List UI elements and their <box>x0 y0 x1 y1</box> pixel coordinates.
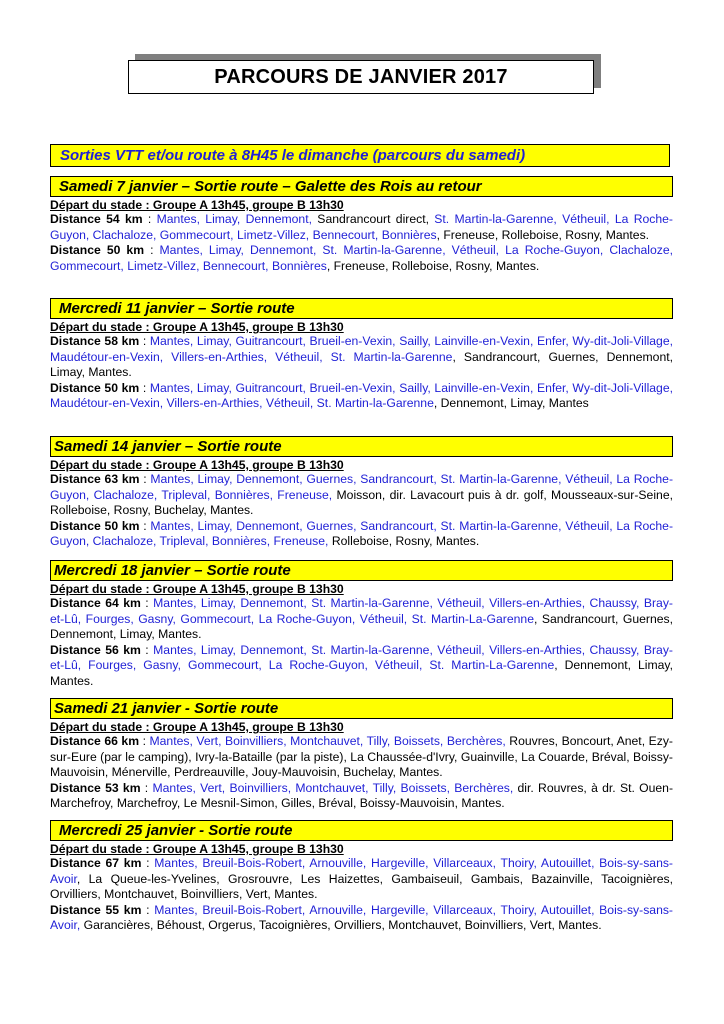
route-rest: , Sandrancourt, Guernes, Dennemont, Limay, Mantes. <box>50 611 673 642</box>
route-rest: , Sandrancourt, Guernes, Dennemont, Limay, Mantes. <box>50 349 673 380</box>
section-heading: Mercredi 25 janvier - Sortie route <box>50 820 673 841</box>
distance-paragraph <box>50 381 673 412</box>
page-title: PARCOURS DE JANVIER 2017 <box>128 60 594 94</box>
distance-paragraph <box>50 903 673 934</box>
distance-label: Distance 58 km <box>50 334 140 348</box>
distance-paragraph <box>50 643 673 690</box>
section-wed-18 <box>50 560 673 690</box>
distance-sep: : <box>139 380 150 395</box>
section-heading: Samedi 21 janvier - Sortie route <box>50 698 673 719</box>
distance-paragraph <box>50 334 673 381</box>
route-blue: Mantes, Limay, Dennemont, <box>156 212 312 226</box>
route-blue: Mantes, Vert, Boinvilliers, Montchauvet, Tilly, Boissets, Berchères, <box>149 734 506 748</box>
distance-label: Distance 53 km <box>50 780 141 795</box>
depart-line: Départ du stade : Groupe A 13h45, groupe B 13h30 <box>50 842 344 856</box>
distance-label: Distance 63 km <box>50 472 140 486</box>
route-mid: , La Queue-les-Yvelines, Grosrouvre, Les Haizettes, Gambaiseuil, Gambais, Bazainville, Tacoignières, Orvilliers, Montchauvet, Boinvilliers, Vert, Mantes. <box>50 871 673 902</box>
distance-sep: : <box>142 212 157 226</box>
distance-paragraph <box>50 472 673 519</box>
route-rest: , Freneuse, Rolleboise, Rosny, Mantes. <box>436 227 650 242</box>
distance-paragraph <box>50 781 673 812</box>
section-wed-25 <box>50 820 673 934</box>
route-blue: Mantes, Limay, Dennemont, Guernes, Sandrancourt, St. Martin-la-Garenne, Vétheuil, La Roche-Guyon, Clachaloze, Tripleval, Bonnières, Freneuse, <box>50 518 673 549</box>
distance-label: Distance 56 km <box>50 642 141 657</box>
distance-sep: : <box>139 734 150 748</box>
distance-sep: : <box>140 596 154 610</box>
distance-label: Distance 55 km <box>50 902 142 917</box>
route-blue: Mantes, Limay, Dennemont, St. Martin-la-Garenne, Vétheuil, Villers-en-Arthies, Chaussy, Bray-et-Lû, Fourges, Gasny, Gommecourt, La Roche-Guyon, Vétheuil, St. Martin-La-Garenne <box>50 642 673 673</box>
distance-label: Distance 50 km <box>50 518 140 533</box>
section-sat-14 <box>50 436 673 550</box>
route-blue: Mantes, Limay, Dennemont, St. Martin-la-Garenne, Vétheuil, Villers-en-Arthies, Chaussy, Bray-et-Lû, Fourges, Gasny, Gommecourt, La Roche-Guyon, Vétheuil, St. Martin-La-Garenne <box>50 596 673 626</box>
depart-line: Départ du stade : Groupe A 13h45, groupe B 13h30 <box>50 458 344 472</box>
intro-banner: Sorties VTT et/ou route à 8H45 le dimanche (parcours du samedi) <box>50 144 670 167</box>
route-mid: Sandrancourt direct, <box>312 212 435 226</box>
depart-line: Départ du stade : Groupe A 13h45, groupe B 13h30 <box>50 320 344 334</box>
section-heading: Mercredi 18 janvier – Sortie route <box>50 560 673 581</box>
distance-sep: : <box>141 902 155 917</box>
route-blue: Mantes, Breuil-Bois-Robert, Arnouville, Hargeville, Villarceaux, Thoiry, Autouillet, Bois-sy-sans-Avoir <box>50 856 673 886</box>
distance-sep: : <box>139 518 151 533</box>
section-heading: Samedi 7 janvier – Sortie route – Galette des Rois au retour <box>50 176 673 197</box>
section-sat-7 <box>50 176 673 274</box>
route-blue: Mantes, Limay, Dennemont, Guernes, Sandrancourt, St. Martin-la-Garenne, Vétheuil, La Roche-Guyon, Clachaloze, Tripleval, Bonnières, Freneuse, <box>50 472 673 502</box>
depart-line: Départ du stade : Groupe A 13h45, groupe B 13h30 <box>50 198 344 212</box>
route-blue: Mantes, Limay, Guitrancourt, Brueil-en-Vexin, Sailly, Lainville-en-Vexin, Enfer, Wy-dit-Joli-Village, Maudétour-en-Vexin, Villers-en-Arthies, Vétheuil, St. Martin-la-Garenne <box>50 334 673 364</box>
route-mid: Rouvres, Boncourt, Anet, Ezy-sur-Eure (par le camping), Ivry-la-Bataille (par la piste), La Chaussée-d'Ivry, Guainville, La Couarde, Bréval, Boissy-Mauvoisin, Ménerville, Perdreauville, Jouy-Mauvoisin, Buchelay, Mantes. <box>50 734 673 780</box>
section-heading: Samedi 14 janvier – Sortie route <box>50 436 673 457</box>
route-mid: Garancières, Béhoust, Orgerus, Tacoignières, Orvilliers, Montchauvet, Boinvilliers, Vert, Mantes. <box>80 918 602 933</box>
distance-sep: : <box>140 642 154 657</box>
distance-label: Distance 54 km <box>50 212 143 226</box>
distance-label: Distance 50 km <box>50 380 140 395</box>
route-mid: Rolleboise, Rosny, Mantes. <box>328 534 480 549</box>
distance-label: Distance 67 km <box>50 856 142 870</box>
route-mid: Moisson, dir. Lavacourt puis à dr. golf, Mousseaux-sur-Seine, Rolleboise, Rosny, Buchelay, Mantes. <box>50 487 673 518</box>
distance-paragraph <box>50 243 673 274</box>
route-blue: Mantes, Limay, Guitrancourt, Brueil-en-Vexin, Sailly, Lainville-en-Vexin, Enfer, Wy-dit-Joli-Village, Maudétour-en-Vexin, Villers-en-Arthies, Vétheuil, St. Martin-la-Garenne <box>50 380 673 411</box>
distance-label: Distance 66 km <box>50 734 140 748</box>
route-mid: dir. Rouvres, à dr. St. Ouen-Marchefroy, Marchefroy, Le Mesnil-Simon, Gilles, Bréval, Boissy-Mauvoisin, Mantes. <box>50 780 673 811</box>
title-frame <box>128 60 594 94</box>
route-blue: Mantes, Limay, Dennemont, St. Martin-la-Garenne, Vétheuil, La Roche-Guyon, Clachaloze, Gommecourt, Limetz-Villez, Bennecourt, Bonnières <box>50 243 673 273</box>
distance-paragraph <box>50 856 673 903</box>
distance-paragraph <box>50 734 673 781</box>
distance-paragraph <box>50 212 673 243</box>
route-blue-2: St. Martin-la-Garenne, Vétheuil, La Roche-Guyon, Clachaloze, Gommecourt, Limetz-Villez, Bennecourt, Bonnières <box>50 212 673 242</box>
distance-sep: : <box>139 472 151 486</box>
distance-sep: : <box>141 856 155 870</box>
section-sat-21 <box>50 698 673 812</box>
distance-label: Distance 50 km <box>50 243 145 258</box>
depart-line: Départ du stade : Groupe A 13h45, groupe B 13h30 <box>50 582 344 596</box>
depart-line: Départ du stade : Groupe A 13h45, groupe B 13h30 <box>50 720 344 734</box>
route-blue: Mantes, Breuil-Bois-Robert, Arnouville, Hargeville, Villarceaux, Thoiry, Autouillet, Bois-sy-sans-Avoir, <box>50 902 673 933</box>
route-rest: , Dennemont, Limay, Mantes <box>433 396 589 411</box>
route-rest: , Freneuse, Rolleboise, Rosny, Mantes. <box>326 258 540 273</box>
section-heading: Mercredi 11 janvier – Sortie route <box>50 298 673 319</box>
distance-sep: : <box>140 780 153 795</box>
distance-sep: : <box>144 243 160 258</box>
distance-paragraph <box>50 596 673 643</box>
distance-label: Distance 64 km <box>50 596 141 610</box>
distance-paragraph <box>50 519 673 550</box>
route-blue: Mantes, Vert, Boinvilliers, Montchauvet, Tilly, Boissets, Berchères, <box>152 780 514 795</box>
distance-sep: : <box>139 334 150 348</box>
route-rest: , Dennemont, Limay, Mantes. <box>50 658 673 688</box>
section-wed-11 <box>50 298 673 412</box>
